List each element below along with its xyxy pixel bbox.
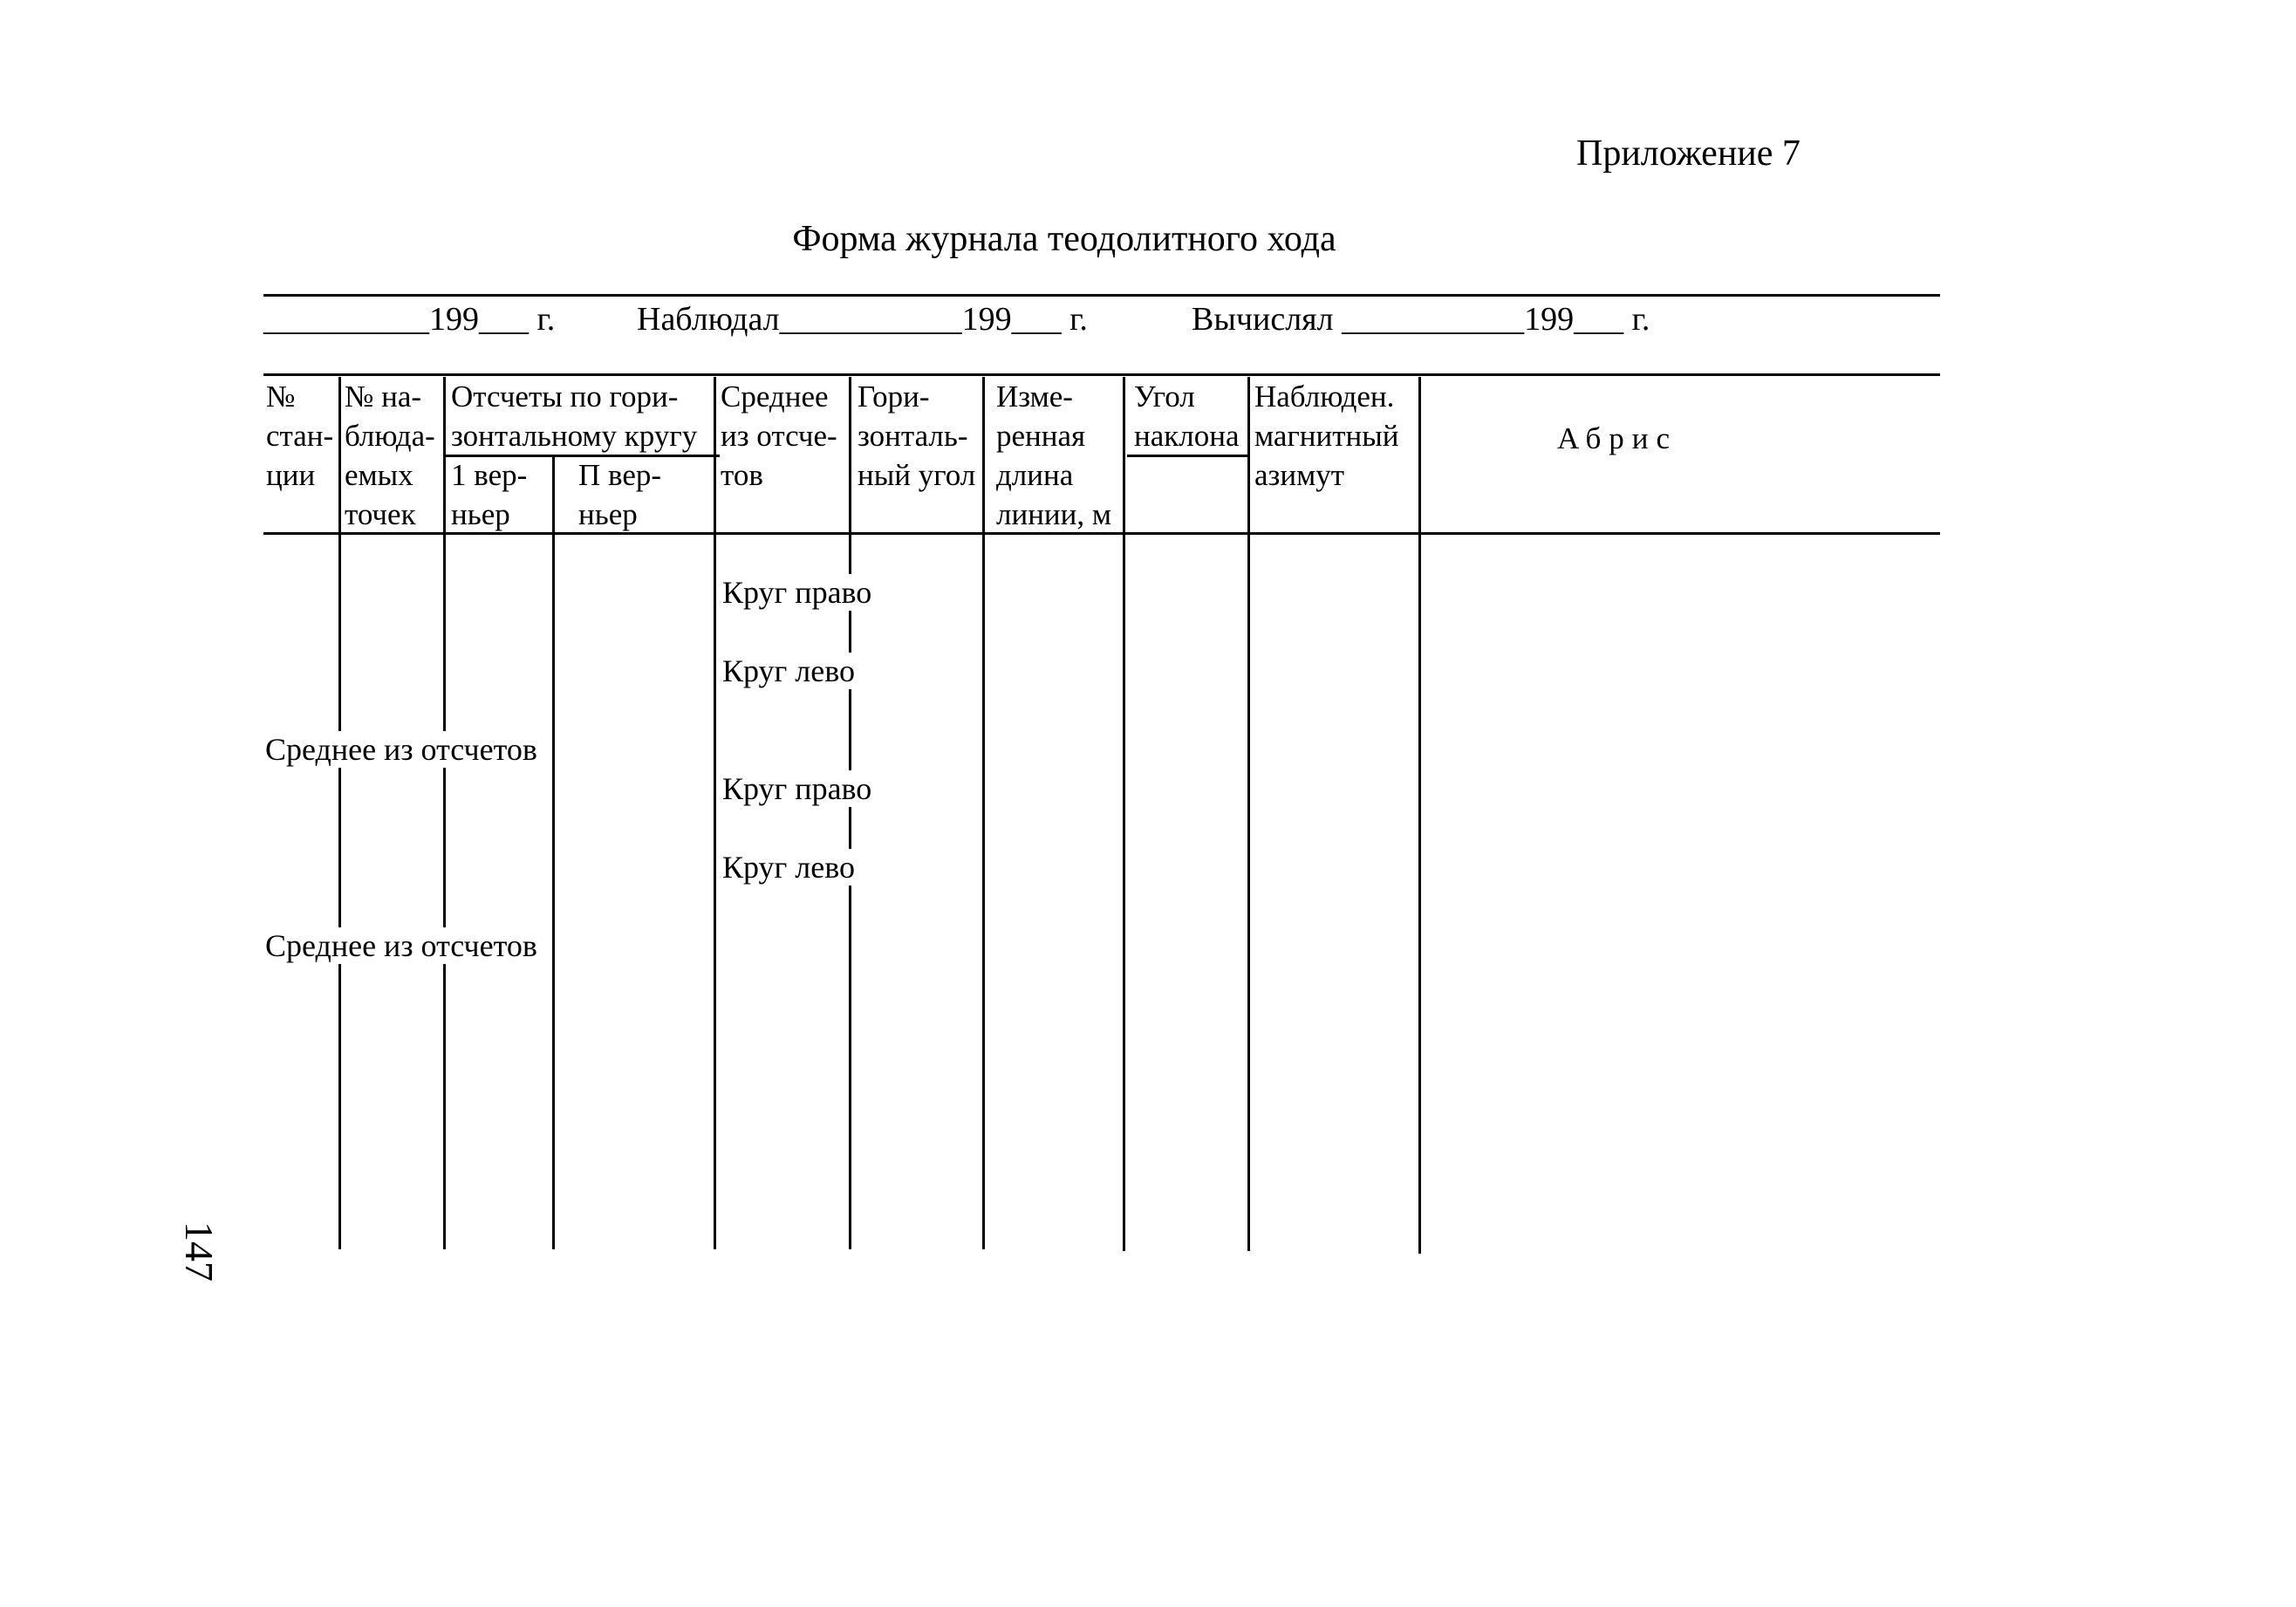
col-slope-header: Угол наклона <box>1134 380 1240 453</box>
col-divider-1 <box>338 377 341 1249</box>
col-divider-3 <box>552 455 555 1249</box>
col-mean-header: Среднее из отсче- тов <box>721 380 837 492</box>
col-points-header: № на- блюда- емых точек <box>345 380 435 531</box>
col-divider-2 <box>443 377 446 1249</box>
circle-left-label-2: Круг лево <box>722 850 855 885</box>
computed-by-field: Вычислял ___________199___ г. <box>1192 301 1650 338</box>
header-top-rule <box>263 373 1940 376</box>
col-divider-5 <box>849 377 851 1249</box>
readings-subheader-rule <box>445 455 720 457</box>
col-vernier-1-header: 1 вер- ньер <box>451 458 528 531</box>
top-rule <box>263 294 1940 297</box>
date-field: __________199___ г. <box>263 301 556 338</box>
appendix-label: Приложение 7 <box>1576 133 1801 174</box>
mean-readings-label-2: Среднее из отсчетов <box>265 928 537 963</box>
col-horizontal-angle-header: Гори- зонталь- ный угол <box>858 380 976 492</box>
header-bottom-rule <box>263 532 1940 535</box>
col-station-header: № стан- ции <box>266 380 334 492</box>
col-divider-7 <box>1123 377 1125 1251</box>
col-azimuth-header: Наблюден. магнитный азимут <box>1254 380 1399 492</box>
col-measured-length-header: Изме- ренная длина линии, м <box>996 380 1112 531</box>
observed-by-field: Наблюдал___________199___ г. <box>637 301 1088 338</box>
col-divider-4 <box>714 377 716 1249</box>
col-divider-6 <box>982 377 985 1249</box>
col-readings-header: Отсчеты по гори- зонтальному кругу <box>451 380 698 453</box>
form-title: Форма журнала теодолитного хода <box>792 219 1336 259</box>
col-abris-header: Абрис <box>1557 421 1678 455</box>
circle-right-label-1: Круг право <box>722 575 872 610</box>
slope-subheader-rule <box>1127 455 1249 457</box>
circle-left-label-1: Круг лево <box>722 653 855 688</box>
page-number: 147 <box>177 1221 222 1282</box>
circle-right-label-2: Круг право <box>722 771 872 806</box>
mean-readings-label-1: Среднее из отсчетов <box>265 732 537 767</box>
col-divider-8 <box>1247 377 1250 1251</box>
col-vernier-2-header: П вер- ньер <box>578 458 662 531</box>
col-divider-9 <box>1418 377 1421 1254</box>
